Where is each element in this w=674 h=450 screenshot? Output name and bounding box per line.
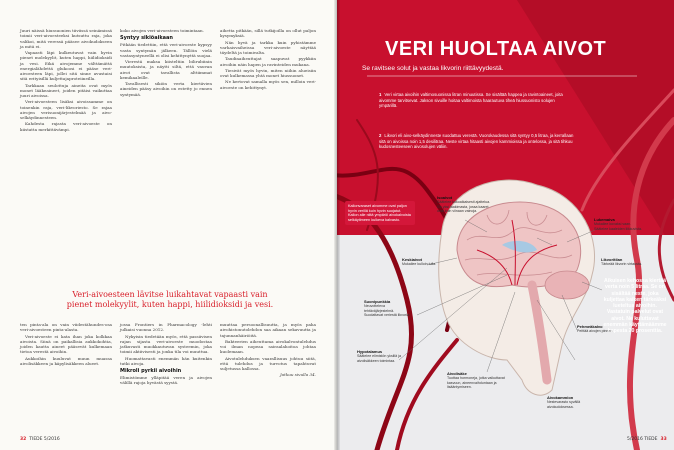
- item-number: 1: [379, 92, 382, 97]
- paragraph: Huomattavasti enemmän hän kuitenkin tutki aivoja.: [120, 355, 212, 366]
- paragraph: Juuri näissä hiussuonien tiiviissä seinämissä toimii veri-aivoesteeksi kutsuttu raja, joka valikoi, mitä veressä pääsee aivokudokseen ja mitä ei.: [20, 28, 112, 49]
- paragraph: Taudinaiheuttajat saapuvat pyykkiin aivoihin näin hapen ja ravinteiden mukana.: [220, 56, 316, 67]
- paragraph: Vierestä maksa kiisteltiin bilirubiinin muutoksista, ja näytti siltä, että vauvan aivot ovat tavallista alttiimmat kemikaaleille.: [120, 59, 212, 80]
- column-2-bottom: [120, 322, 212, 387]
- column-2-top: [120, 28, 212, 98]
- column-3-bottom: [220, 322, 316, 379]
- label-title: Aivokammion: [547, 395, 574, 400]
- page-footer-right: [627, 437, 667, 442]
- right-page: [337, 0, 674, 450]
- paragraph: Tarkkaan seulottuja aineita ovat myös monet lääkeaineet, joiden pitäisi vaikuttaa juuri aivoissa.: [20, 82, 112, 98]
- label-aivolisake: [447, 372, 505, 389]
- paragraph: Aivotulehduksen vaarallisuus johtuu siitä, että tulehdus ja turvotus tapahtuvat suljetussa kallossa.: [220, 355, 316, 371]
- label-keskiaivot: [402, 258, 440, 267]
- label-lukemaiva: [594, 218, 644, 231]
- column-1-bottom: [20, 322, 112, 367]
- label-title: Keskiaivot: [402, 257, 423, 262]
- item-text: Veri virtaa aivoihin valtimosuonissa litran minuutissa. Se sisältää happea ja ravintoaineet, joita aivomme tarvitsevat. Jakson sivuille hoitaa valtimoista haarautuva tiheä hiussuonisto solujen ympärillä.: [379, 92, 563, 108]
- label-text: Mukailee kulloin tulla.: [402, 262, 437, 267]
- info-item-2: [379, 133, 574, 150]
- paragraph: Ne kertovat samalla myös sen, milloin veri-aivoeste on kehittynyt.: [220, 79, 316, 90]
- label-text: Peittää aivojen pinnan.: [577, 329, 614, 334]
- paragraph: Aukkoihin kuuluvat muun muassa aivolisäkkeen ja käpylisäkkeen alueet.: [20, 355, 112, 366]
- paragraph: Tavallisesti sikiön verta kiertävien aineiden pääsy aivoihin on estetty jo ennen syntymää.: [120, 81, 212, 97]
- item-text: Likvori eli aivo-selkäydinneste suodattuu verestä. Vuorokaudessa sitä syntyy 0,5 litraa, ja kerrallaan sitä on aivoissa noin 1,5 desilitraa. Neste virtaa hitaasti aivojen kammioissa ja ontelossa, ja sitä tihkuu kudosnesteeseen aivosolujen väliin.: [379, 133, 574, 149]
- label-title: Isoaivot: [437, 195, 453, 200]
- page-title: VERI HUOLTAA AIVOT: [385, 38, 607, 60]
- paragraph: koko aivojen veri-aivoesteen toimintaan.: [120, 28, 204, 33]
- pull-quote: Veri-aivoesteen lävitse luikahtavat vapaasti vain pienet molekyylit, kuten happi, hiilidioksidi ja vesi.: [66, 290, 274, 309]
- label-title: Suonipunkkia: [364, 299, 391, 304]
- paragraph: Kahdesta rajasta veri-aivoeste on kiistatta merkittävämpi.: [20, 121, 112, 132]
- page-footer-left: [20, 437, 60, 442]
- paragraph: muuttaa persoonallisuutta, ja myös paha aivohistonutolehdon saa aikaan sekavuutta ja tajunnanhäiriöitä.: [220, 322, 316, 338]
- paragraph: Veri-aivoeste ei kata ihan joka kolkkaa aivoista. Siinä on paikallisia aukkokohtia, joiden kautta aineet pääsevät kulkemaan tietoa verestä aivoihin.: [20, 333, 112, 355]
- label-isoaivot: [437, 196, 492, 213]
- paragraph: ten pinta-ala on vain viidestähundes-osa veri-aivoesteen pinta-alasta.: [20, 322, 112, 333]
- label-text: Mukailee kovaksi vaan. Säätelee kaaleiden liikkuvista.: [594, 222, 642, 231]
- paragraph: Bakteerien aiheuttama aivokalvontulehdus voi ilman nopeaa sairaalahoitoa johtaa kuolemaan.: [220, 338, 316, 355]
- label-text: Säätelee elimistön yksiliä ja aivolisäkkeen toimintaa.: [357, 354, 401, 363]
- label-text: Tuottaa hormoneja, jotka vaikuttavat kasvuun, aineenvaihduntaan ja lisääntymiseen.: [447, 376, 505, 389]
- page-number: 32: [20, 437, 27, 442]
- label-title: Likvoritilan: [601, 257, 623, 262]
- label-title: Lukemaiva: [594, 217, 615, 222]
- label-likvoritila: [601, 258, 647, 267]
- page-subtitle: Se ravitsee solut ja vastaa likvorin riittävyydestä.: [362, 65, 504, 72]
- paragraph: Nän hyvä ja tarkka kuin pyhistämme varhaisvaiheissa veri-aivoeste näyttää täydeltä ja toimivalta.: [220, 39, 316, 55]
- section-heading: Syntyy sikiöaikaan: [120, 35, 173, 42]
- magazine-issue: 5/2016 TIEDE: [627, 437, 658, 442]
- page-number: 33: [660, 437, 667, 442]
- paragraph: Pitkään tiedettiin, että veri-aivoeste kypsyy vasta syntymän jälkeen. Tällöin vielä vastasyntyneellä ei olisi kehittynyttä suojaa.: [120, 42, 212, 58]
- paragraph: Veri-aivoesteen lisäksi aivoissamme on toinenkin raja, veri-likvoriesto. Se rajaa aivojen verisuonijärjestelmää ja aivo-selkäydinnesteen.: [20, 99, 112, 120]
- paragraph: aihetta pitkään, sillä tutkijoilla on ollut paljon kysymyksiä.: [220, 28, 316, 39]
- label-text: Tärkeää likvorin virtausta.: [601, 262, 642, 267]
- paragraph: Vapaasti läpi kulkeutuvat vain hyvin pienet molekyylit, kuten happi, hiilidioksidi ja vesi. Eikä aivojemme välttämättä energialähdettä glukoosi ei pääse veri-aivoesteen läpi, jollei sitä sinne avustaisi sitä erityisillä kuljettajaproteiineilla.: [20, 50, 112, 82]
- label-aivokammio: [547, 396, 599, 409]
- paragraph: Tiesivät myös hyvin, miten niihin alueisiin ovat kulkemassa yhtä monet hiussuonet.: [220, 67, 316, 78]
- label-suonipunkkia: [364, 300, 414, 317]
- item-number: 2: [379, 133, 382, 138]
- label-title: Aivolisäke: [447, 371, 467, 376]
- skull-note: Kallonvaraset aivomme ovat paljon hyvin verillä kuin hyvin suojatut. Kallon alle niitä ympäröi aivokalvoista selkäytimeen kulkeva kalvasto.: [345, 201, 415, 225]
- label-text: Nestevarasto syvällä aivokudoksessa.: [547, 400, 581, 409]
- continued-note: Jatkuu sivulla 34.: [279, 372, 316, 378]
- paragraph: Elimistömme ylläpitää veren ja aivojen välillä rajoja hyvästä syystä.: [120, 375, 212, 386]
- label-title: Pehmeäkalvo: [577, 324, 603, 329]
- label-title: Hypotalamus: [357, 349, 383, 354]
- label-text: Säätelee kokoaikaisesti ajattelua. On yksi laakimasta, jossa kaaret ovat kuin viinaan vainoja.: [437, 200, 491, 213]
- blood-stats-callout: Aikuisen kehossa kiertää verta noin 5 litraa. Se on sisältää neste, joka kuljettaa kaiken tärkeäksi lueteltua aivoihin. Vastatuin palvelut ovat aivot. Ne kuluttavat enemmän käyttämäämme hapesta 20 prosenttia.: [603, 278, 667, 335]
- magazine-issue: TIEDE 5/2016: [29, 437, 60, 442]
- label-hypotalamus: [357, 350, 407, 363]
- column-3-top: [220, 28, 316, 91]
- paragraph: jossa Frontiers in Pharmacology -lehti julkaisi vuonna 2012.: [120, 322, 212, 333]
- label-text: Neuvotteleva tehtäväjärjestelmä. Suodattavat veriestä likvoria.: [364, 304, 410, 317]
- page-gutter: [334, 0, 340, 450]
- info-item-1: [379, 92, 574, 109]
- section-heading: Mikroli pyrkii aivoihin: [120, 368, 182, 374]
- column-1-top: [20, 28, 112, 133]
- paragraph: Nykyisin tiedetään myös, että passiivisen rajan sijasta veri-aivoeste muodostaa jatkuvasti muokkautuvan systeemin, joka toimii aktiivisesti ja jonka tila voi muuttua.: [120, 333, 212, 355]
